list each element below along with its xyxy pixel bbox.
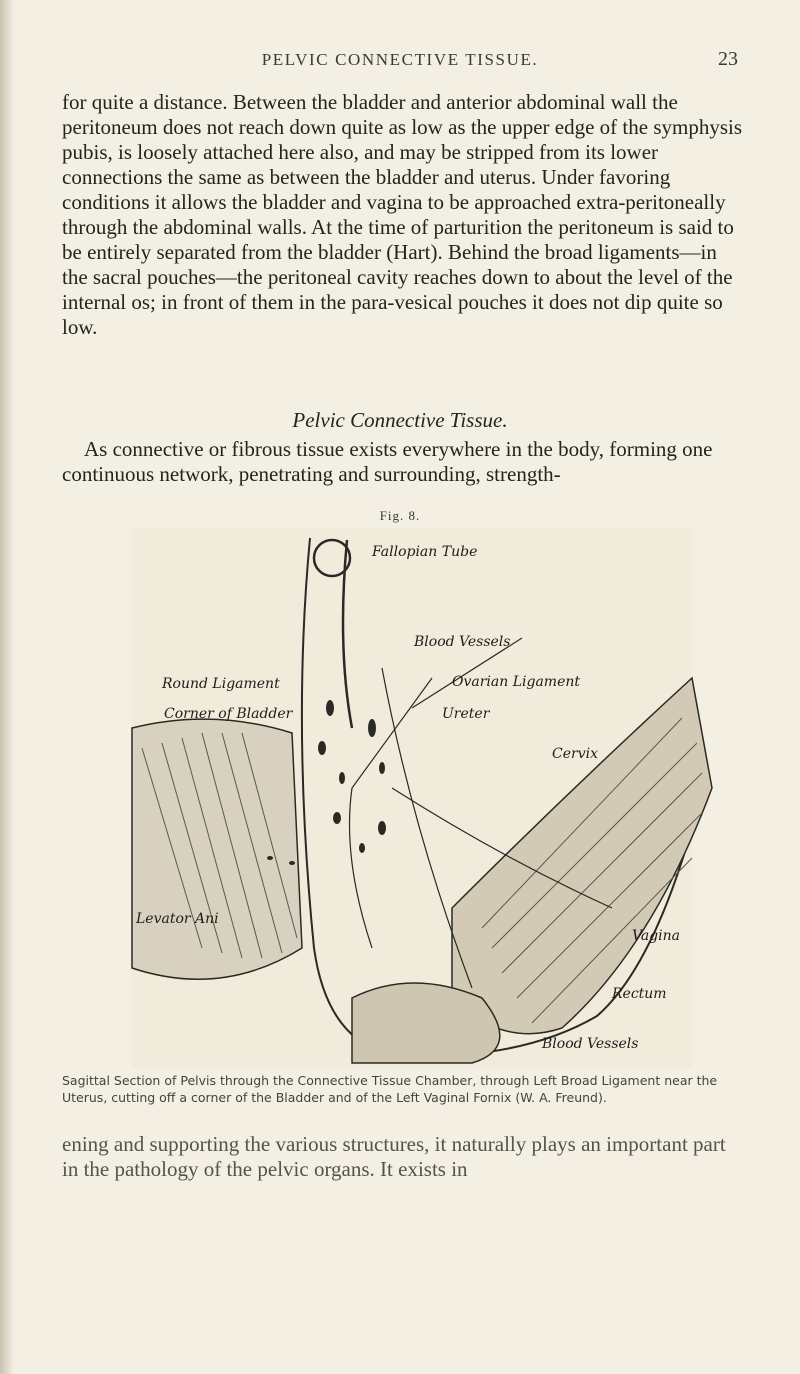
running-head: PELVIC CONNECTIVE TISSUE. bbox=[261, 50, 539, 69]
label-cervix: Cervix bbox=[552, 746, 598, 762]
label-vagina: Vagina bbox=[632, 928, 680, 944]
bladder-corner-shape bbox=[132, 719, 302, 979]
label-ureter: Ureter bbox=[442, 706, 490, 722]
page-number: 23 bbox=[718, 48, 738, 70]
sagittal-section-drawing bbox=[52, 528, 752, 1068]
label-fallopian-tube: Fallopian Tube bbox=[372, 544, 478, 560]
section-heading: Pelvic Connective Tissue. bbox=[292, 408, 508, 432]
label-corner-of-bladder: Corner of Bladder bbox=[164, 706, 293, 722]
body-paragraph-3: ening and supporting the various structures, it naturally plays an important part in the pathology of the pelvic organs. It exists in bbox=[62, 1132, 726, 1181]
page-spine-shadow bbox=[0, 0, 14, 1374]
label-round-ligament: Round Ligament bbox=[162, 676, 280, 692]
figure-label: Fig. 8. bbox=[379, 508, 421, 523]
body-paragraph-2: As connective or fibrous tissue exists everywhere in the body, forming one continuous network, penetrating and surrounding, strength- bbox=[62, 437, 713, 486]
anatomical-figure bbox=[52, 528, 752, 1068]
label-blood-vessels: Blood Vessels bbox=[414, 634, 511, 650]
label-levator-ani: Levator Ani bbox=[136, 911, 219, 927]
label-blood-vessels-lower: Blood Vessels bbox=[542, 1036, 639, 1052]
body-paragraph-1: for quite a distance. Between the bladder and anterior abdominal wall the peritoneum does not reach down quite as low as the upper edge of the symphysis pubis, is loosely attached here also, and may be stripped from its lower connections the same as between the bladder and uterus. Under favoring conditions it allows the bladder and vagina to be approached extra-peritoneally through the abdominal walls. At the time of parturition the peritoneum is said to be entirely separated from the bladder (Hart). Behind the broad ligaments—in the sacral pouches—the peritoneal cavity reaches down to about the level of the internal os; in front of them in the para-vesical pouches it does not dip quite so low. bbox=[62, 90, 743, 339]
label-rectum: Rectum bbox=[612, 986, 667, 1002]
figure-caption: Sagittal Section of Pelvis through the Connective Tissue Chamber, through Left Broad Ligament near the Uterus, cutting off a corner of the Bladder and of the Left Vaginal Fornix (W. A. Freund). bbox=[62, 1073, 718, 1105]
label-ovarian-ligament: Ovarian Ligament bbox=[452, 674, 581, 690]
